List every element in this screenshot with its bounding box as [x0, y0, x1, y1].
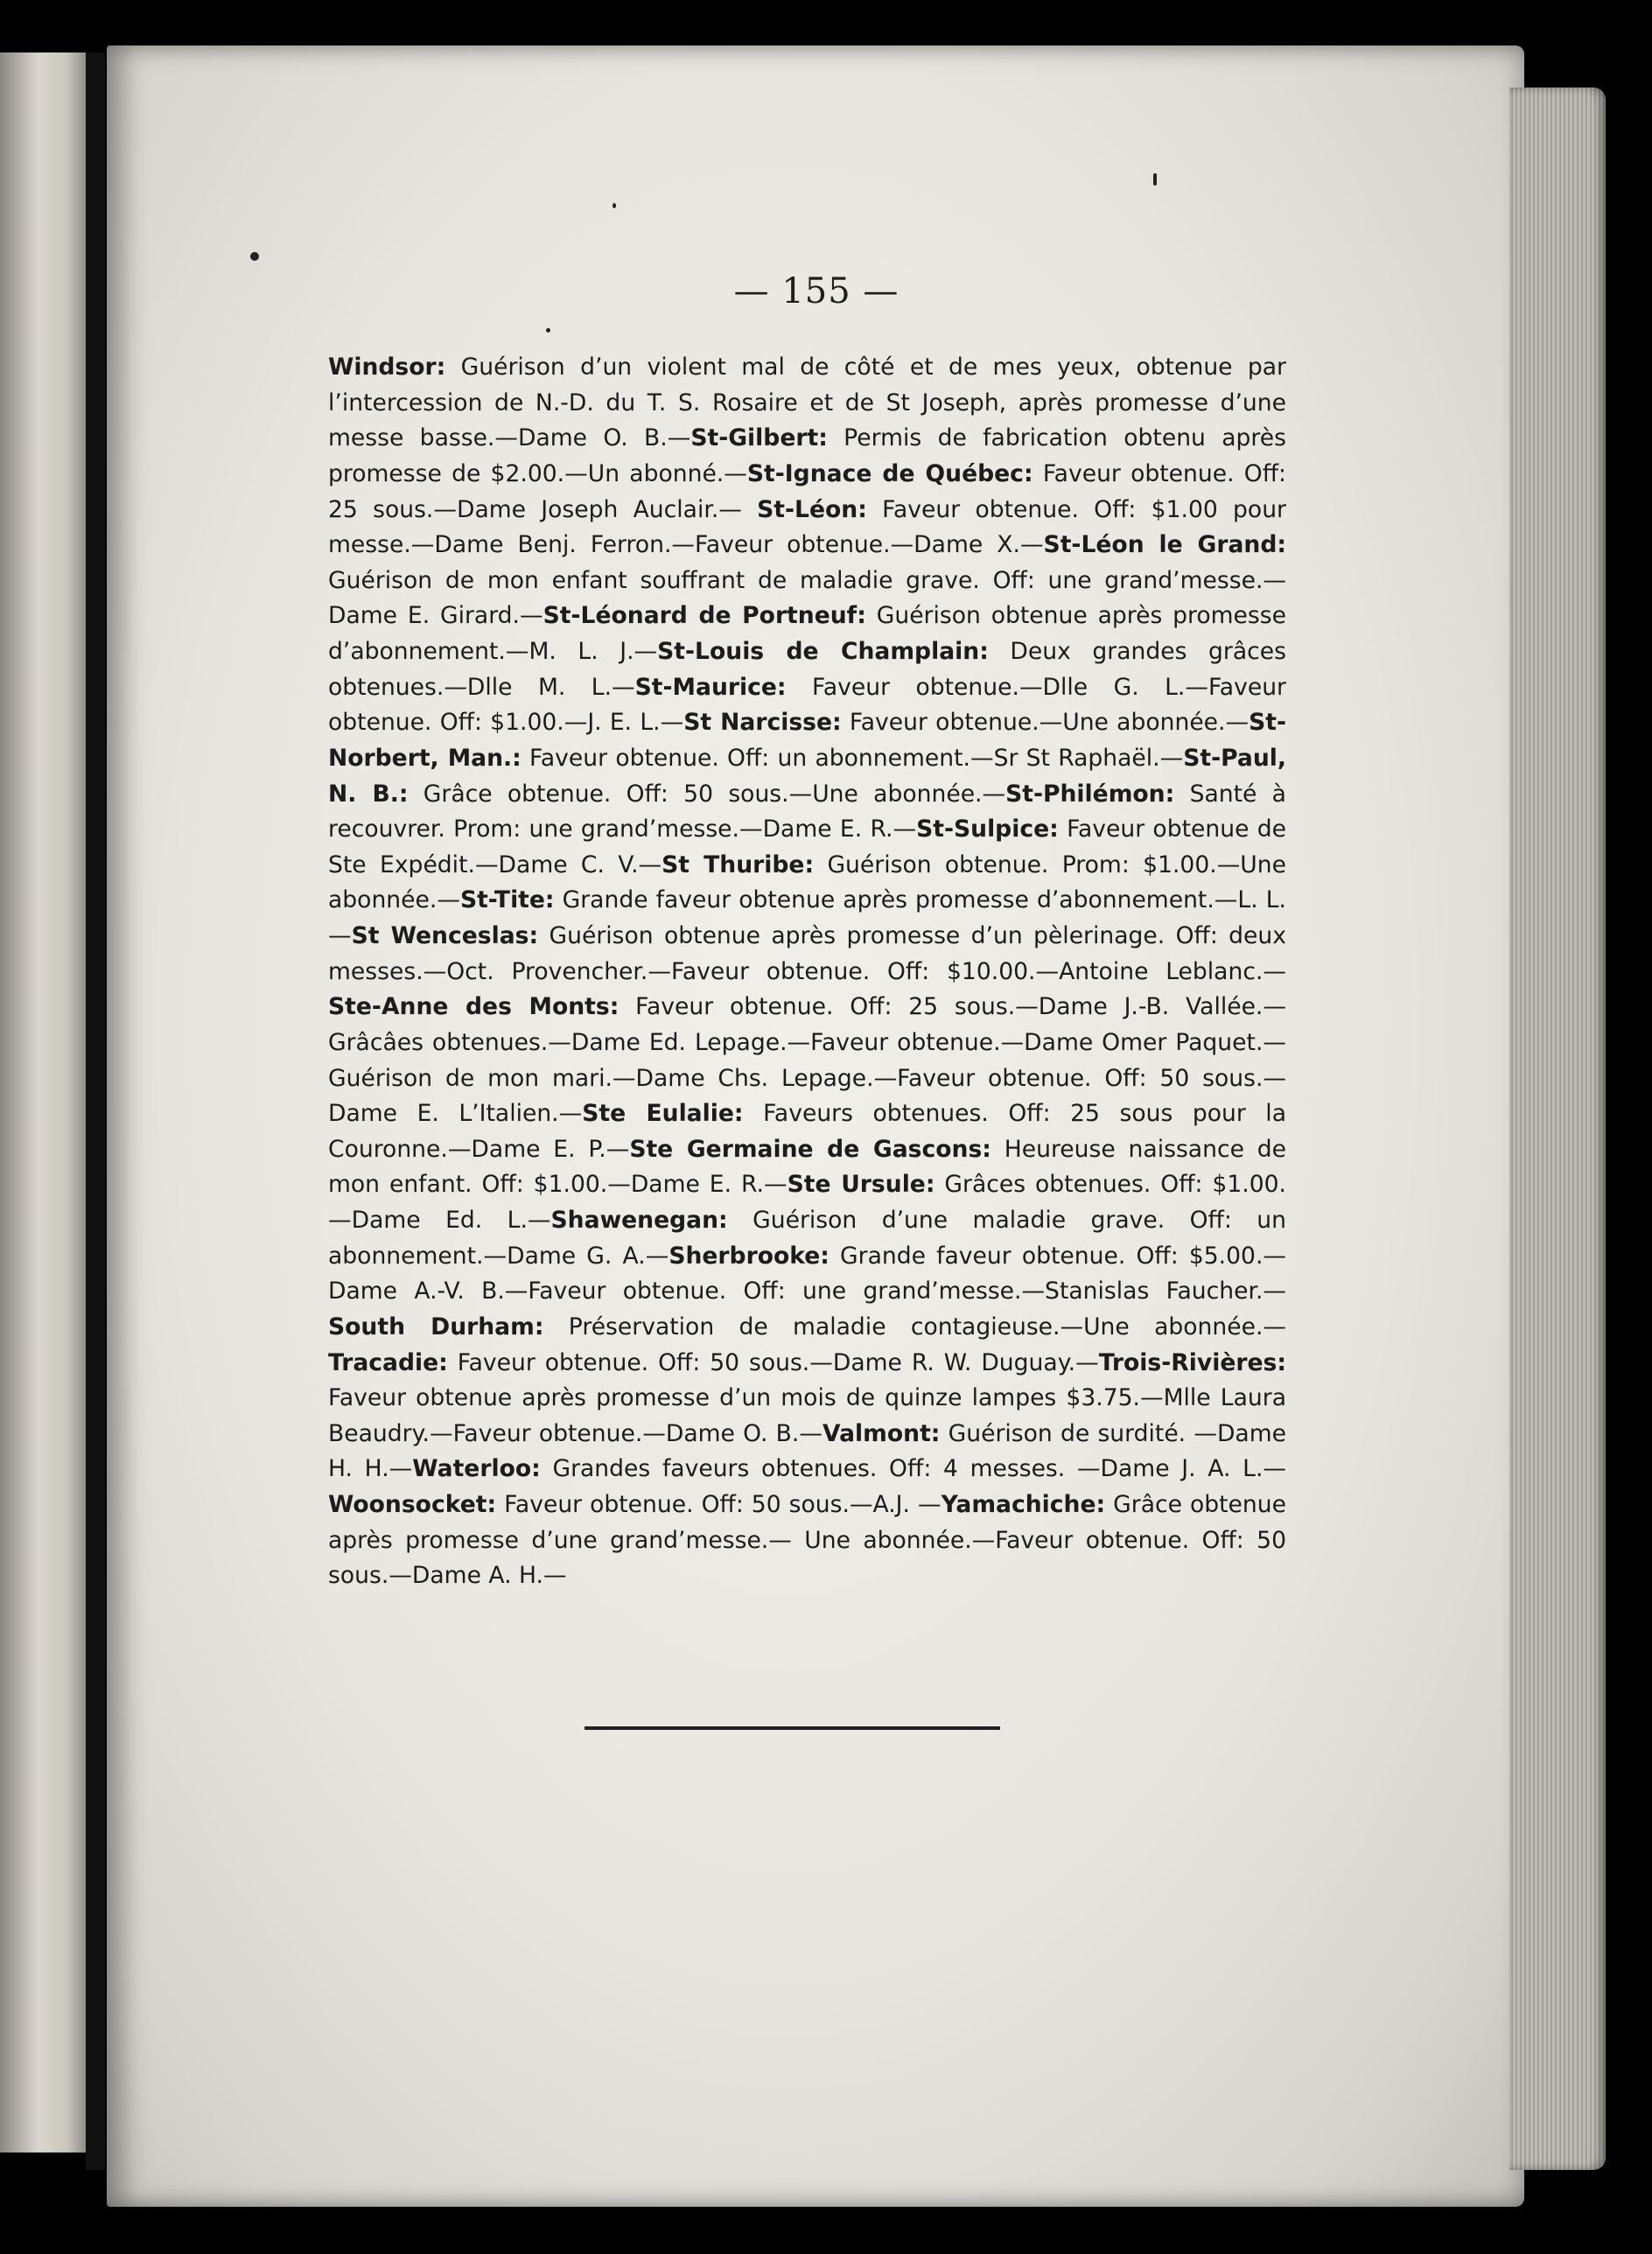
entry-text: Faveur obtenue de Ste Expédit.—Dame C. V.—	[328, 816, 1286, 878]
entry-place: St-Maurice:	[634, 673, 787, 701]
entry-place: Trois-Rivières:	[1098, 1348, 1286, 1376]
entry-text: Grâces obtenues. Off: $1.00.—Dame Ed. L.—	[328, 1171, 1287, 1234]
entry-place: St-Léonard de Portneuf:	[542, 602, 866, 630]
entry-text: Faveur obtenue. Off: 25 sous.—Dame Joseph Auclair.—	[328, 459, 1286, 523]
entry-text: Faveur obtenue. Off: 25 sous.—Dame J.-B. Vallée.—Grâcâes obtenues.—Dame Ed. Lepage.—Faveur obtenue.—Dame Omer Paquet.—Guérison de mon mari.—Dame Chs. Lepage.—Faveur obtenue. Off: 50 sous.—Dame E. L’Italien.—	[328, 993, 1286, 1128]
entry-place: St-Paul, N. B.:	[328, 744, 1286, 808]
entry-place: Sherbrooke:	[668, 1242, 830, 1270]
entry-place: St-Sulpice:	[916, 816, 1059, 844]
entry-text: Grâce obtenue après promesse d’une grand’messe.— Une abonnée.—Faveur obtenue. Off: 50 sous.—Dame A. H.—	[328, 1491, 1286, 1590]
entry-text: Grâce obtenue. Off: 50 sous.—Une abonnée.—	[408, 780, 1006, 808]
entry-text: Santé à recouvrer. Prom: une grand’messe.—Dame E. R.—	[328, 780, 1286, 844]
entry-text: Faveur obtenue après promesse d’un mois de quinze lampes $3.75.—Mlle Laura Beaudry.—Faveur obtenue.—Dame O. B.—	[328, 1384, 1286, 1447]
entry-place: St-Tite:	[459, 886, 555, 914]
entry-text: Guérison d’un violent mal de côté et de mes yeux, obtenue par l’intercession de N.-D. du T. S. Rosaire et de St Joseph, après promesse d’une messe basse.—Dame O. B.—	[328, 354, 1286, 452]
entry-place: Woonsocket:	[328, 1491, 497, 1518]
entry-text: Grande faveur obtenue. Off: $5.00.—Dame A.-V. B.—Faveur obtenue. Off: une grand’messe.—Stanislas Faucher.—	[328, 1242, 1287, 1306]
entry-text: Faveur obtenue.—Une abonnée.—	[841, 709, 1250, 737]
entry-text: Guérison de mon enfant souffrant de maladie grave. Off: une grand’messe.—Dame E. Girard.—	[328, 566, 1286, 630]
entry-place: St Wenceslas:	[351, 922, 539, 949]
entry-place: Windsor:	[328, 354, 446, 381]
entry-place: St-Norbert, Man.:	[328, 709, 1286, 772]
entry-place: St-Philémon:	[1005, 780, 1175, 808]
entry-place: Ste-Anne des Monts:	[328, 993, 620, 1021]
dust-speck	[546, 328, 550, 332]
entry-text: Faveur obtenue. Off: 50 sous.—Dame R. W. Duguay.—	[447, 1348, 1099, 1376]
entry-place: St Narcisse:	[683, 709, 842, 737]
entry-text: Faveurs obtenues. Off: 25 sous pour la Couronne.—Dame E. P.—	[328, 1100, 1286, 1163]
entry-place: St Thuribe:	[662, 850, 815, 878]
book-gutter	[86, 52, 105, 2170]
facing-page-edge	[0, 52, 96, 2152]
entry-place: Ste Germaine de Gascons:	[629, 1135, 991, 1163]
entry-text: Permis de fabrication obtenu après promesse de $2.00.—Un abonné.—	[328, 424, 1286, 487]
page-body-text	[328, 350, 1286, 1594]
dust-speck	[250, 252, 259, 261]
entry-place: Ste Ursule:	[787, 1171, 935, 1199]
entry-text: Faveur obtenue. Off: 50 sous.—A.J. —	[496, 1491, 942, 1518]
entry-text: Guérison obtenue après promesse d’un pèlerinage. Off: deux messes.—Oct. Provencher.—Faveur obtenue. Off: $10.00.—Antoine Leblanc.—	[328, 922, 1286, 985]
dust-speck	[1153, 173, 1157, 186]
entry-place: Shawenegan:	[550, 1207, 728, 1234]
entry-place: St-Léon:	[757, 495, 867, 523]
entry-text: Guérison obtenue après promesse d’abonnement.—M. L. J.—	[328, 602, 1286, 665]
entry-place: Yamachiche:	[941, 1491, 1106, 1518]
entry-place: Waterloo:	[412, 1455, 541, 1483]
entry-place: Ste Eulalie:	[582, 1100, 744, 1128]
entry-place: St-Léon le Grand:	[1043, 531, 1286, 559]
entry-text: Préservation de maladie contagieuse.—Une abonnée.—	[543, 1312, 1287, 1340]
page-stack-edges	[1509, 88, 1606, 2170]
entry-text: Faveur obtenue.—Dlle G. L.—Faveur obtenue. Off: $1.00.—J. E. L.—	[328, 673, 1286, 737]
entry-place: South Durham:	[328, 1312, 544, 1340]
end-rule	[584, 1726, 1000, 1730]
entry-text: Guérison de surdité. —Dame H. H.—	[328, 1419, 1286, 1483]
page-number: — 155 —	[733, 271, 900, 312]
dust-speck	[612, 203, 616, 208]
entry-place: St-Gilbert:	[690, 424, 828, 452]
entry-text: Grande faveur obtenue après promesse d’abonnement.—L. L.—	[328, 886, 1286, 949]
entry-place: Tracadie:	[328, 1348, 448, 1376]
entry-text: Deux grandes grâces obtenues.—Dlle M. L.—	[328, 638, 1286, 701]
entry-text: Grandes faveurs obtenues. Off: 4 messes. —Dame J. A. L.—	[540, 1455, 1286, 1483]
entry-text: Faveur obtenue. Off: un abonnement.—Sr St Raphaël.—	[521, 744, 1184, 772]
entry-text: Heureuse naissance de mon enfant. Off: $1.00.—Dame E. R.—	[328, 1135, 1286, 1199]
entry-place: Valmont:	[822, 1419, 941, 1447]
entry-place: St-Ignace de Québec:	[746, 459, 1033, 487]
entry-place: St-Louis de Champlain:	[657, 638, 989, 665]
entry-text: Faveur obtenue. Off: $1.00 pour messe.—Dame Benj. Ferron.—Faveur obtenue.—Dame X.—	[328, 495, 1286, 559]
entry-text: Guérison d’une maladie grave. Off: un abonnement.—Dame G. A.—	[328, 1207, 1286, 1270]
entry-text: Guérison obtenue. Prom: $1.00.—Une abonnée.—	[328, 850, 1286, 914]
